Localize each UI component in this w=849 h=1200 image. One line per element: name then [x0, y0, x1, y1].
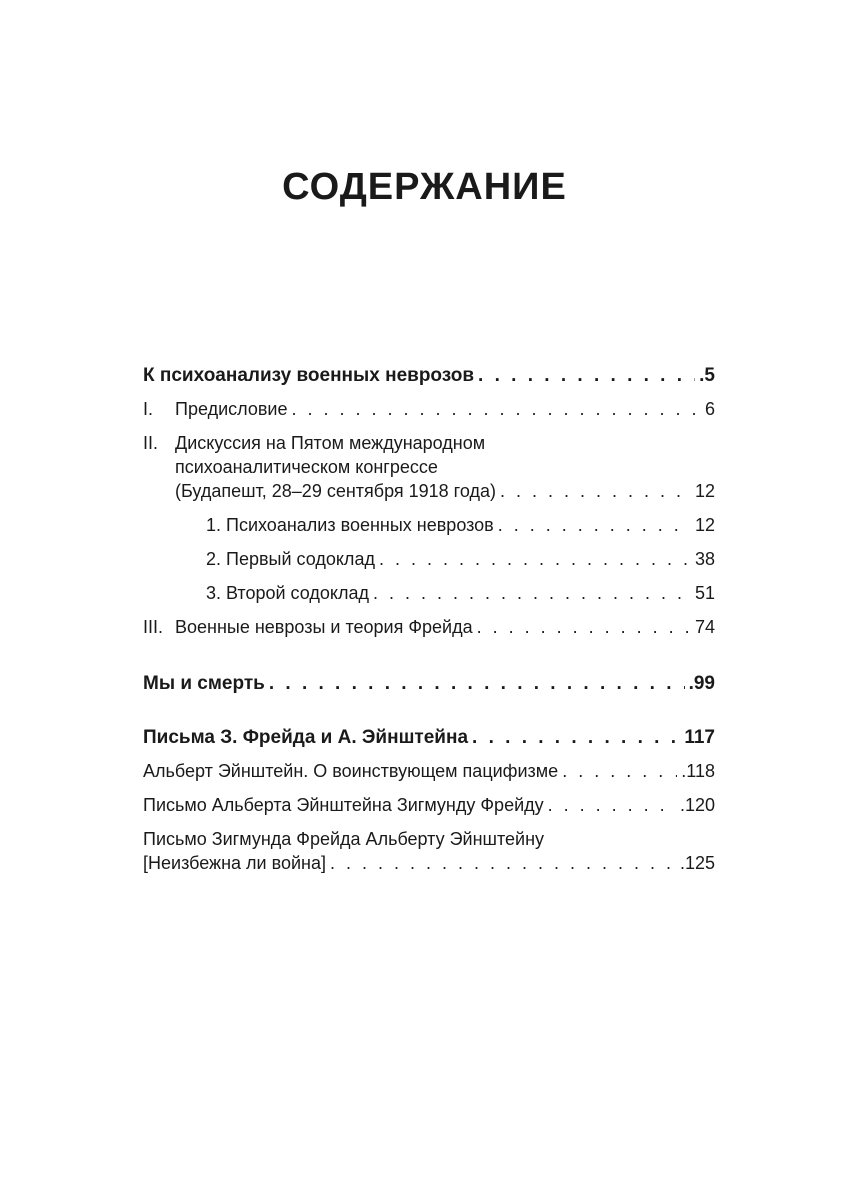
- page-title: СОДЕРЖАНИЕ: [282, 166, 567, 208]
- toc-entry-label: Мы и смерть: [143, 673, 265, 694]
- toc-entry-death[interactable]: [143, 672, 715, 695]
- toc-page-number: 117: [684, 727, 715, 748]
- toc-entry-label: (Будапешт, 28–29 сентября 1918 года): [175, 481, 496, 501]
- toc-entry-pacifism[interactable]: [143, 760, 715, 783]
- dot-leader: [472, 726, 680, 749]
- toc-entry-label: [Неизбежна ли война]: [143, 853, 326, 873]
- toc-page-number: 51: [694, 583, 715, 603]
- dot-leader: [477, 616, 691, 639]
- section-number: III.: [143, 617, 164, 637]
- toc-entry-label: [143, 398, 287, 421]
- toc-entry-letter-freud[interactable]: [143, 852, 715, 875]
- dot-leader: [379, 548, 691, 571]
- toc-entry-sub-2[interactable]: [206, 548, 715, 571]
- toc-entry-label: [143, 616, 473, 639]
- section-title: Дискуссия на Пятом международном: [175, 433, 486, 453]
- toc-entry-label: К психоанализу военных неврозов: [143, 365, 475, 386]
- toc-entry-letters[interactable]: [143, 726, 715, 749]
- toc-entry-discussion[interactable]: [175, 480, 715, 503]
- section-number: II.: [143, 433, 159, 453]
- toc-page-number: 12: [694, 515, 715, 535]
- dot-leader: [500, 480, 691, 503]
- toc-page-number: .99: [688, 673, 715, 694]
- dot-leader: [373, 582, 691, 605]
- toc-entry-discussion-line-2[interactable]: психоаналитическом конгрессе: [175, 457, 438, 477]
- toc-entry-label: Письмо Альберта Эйнштейна Зигмунду Фрейду: [143, 795, 544, 815]
- toc-page-number: .5: [699, 365, 715, 386]
- toc-entry-discussion-line-1[interactable]: [143, 432, 485, 455]
- dot-leader: [291, 398, 701, 421]
- toc-page-number: 6: [704, 399, 715, 419]
- toc-page-number: 38: [694, 549, 715, 569]
- toc-entry-label: Альберт Эйнштейн. О воинствующем пацифизме: [143, 761, 559, 781]
- section-number: I.: [143, 399, 154, 419]
- dot-leader: [269, 672, 685, 695]
- toc-entry-letter-einstein[interactable]: [143, 794, 715, 817]
- toc-page-number: 12: [694, 481, 715, 501]
- toc-entry-sub-3[interactable]: [206, 582, 715, 605]
- dot-leader: [562, 760, 677, 783]
- toc-page-number: .118: [681, 761, 715, 781]
- dot-leader: [498, 514, 691, 537]
- toc-entry-letter-freud-line-1[interactable]: Письмо Зигмунда Фрейда Альберту Эйнштейну: [143, 829, 545, 849]
- toc-entry-label: 2. Первый содоклад: [206, 549, 375, 569]
- toc-entry-preface[interactable]: [143, 398, 715, 421]
- section-title: Предисловие: [175, 399, 288, 419]
- dot-leader: [330, 852, 676, 875]
- toc-page-number: 74: [694, 617, 715, 637]
- toc-entry-label: 1. Психоанализ военных неврозов: [206, 515, 494, 535]
- toc-entry-label: 3. Второй содоклад: [206, 583, 369, 603]
- dot-leader: [548, 794, 676, 817]
- toc-page-number: .125: [679, 853, 715, 873]
- toc-page-number: .120: [679, 795, 715, 815]
- dot-leader: [478, 364, 695, 387]
- toc-entry-war-neuroses[interactable]: [143, 364, 715, 387]
- toc-entry-sub-1[interactable]: [206, 514, 715, 537]
- toc-entry-freud-theory[interactable]: [143, 616, 715, 639]
- section-title: Военные неврозы и теория Фрейда: [175, 617, 473, 637]
- toc-entry-label: Письма З. Фрейда и А. Эйнштейна: [143, 727, 469, 748]
